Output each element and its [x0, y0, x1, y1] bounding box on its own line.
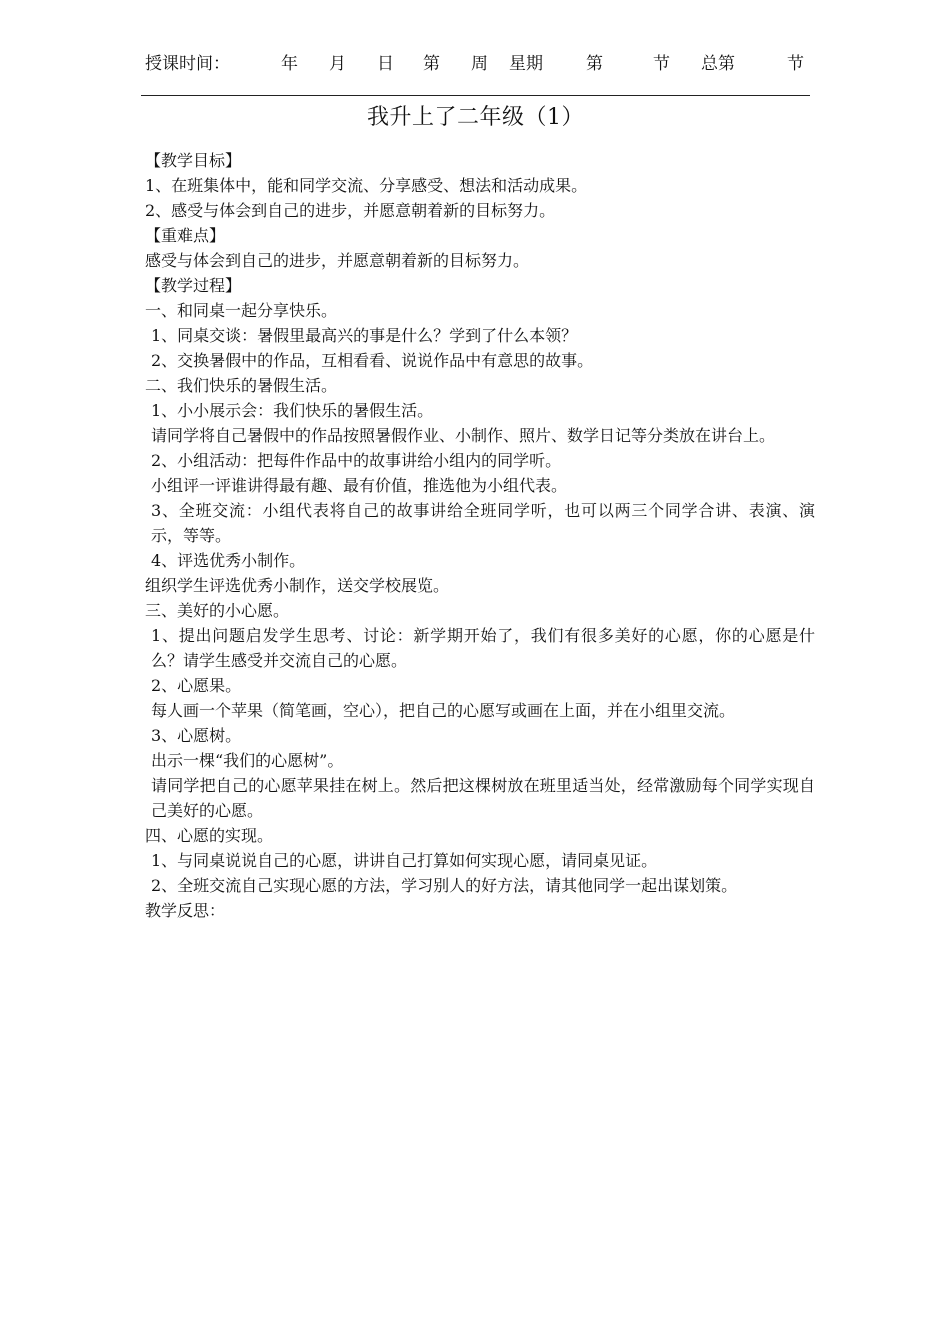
text-line: 2、心愿果。 [151, 676, 242, 695]
class-time-label: 授课时间： [145, 54, 230, 74]
text-line: 2、感受与体会到自己的进步，并愿意朝着新的目标努力。 [145, 201, 556, 220]
text-line: 请同学把自己的心愿苹果挂在树上。然后把这棵树放在班里适当处，经常激励每个同学实现自己美好的心愿。 [151, 776, 815, 820]
total-prefix-label: 总第 [701, 54, 735, 74]
text-line: 3、心愿树。 [151, 726, 242, 745]
section-heading: 【重难点】 [145, 226, 226, 245]
reflection-label: 教学反思： [145, 901, 226, 920]
header-divider [141, 95, 810, 96]
text-line: 1、在班集体中，能和同学交流、分享感受、想法和活动成果。 [145, 176, 588, 195]
text-line: 请同学将自己暑假中的作品按照暑假作业、小制作、照片、数学日记等分类放在讲台上。 [151, 426, 776, 445]
text-line: 1、提出问题启发学生思考、讨论：新学期开始了，我们有很多美好的心愿，你的心愿是什么？请学生感受并交流自己的心愿。 [151, 626, 815, 670]
lesson-prefix-label: 第 [586, 54, 603, 74]
lesson-plan-body [145, 148, 815, 923]
week-prefix-label: 第 [423, 54, 440, 74]
text-line: 出示一棵“我们的心愿树”。 [151, 751, 344, 770]
week-label: 周 [471, 54, 488, 74]
text-line: 小组评一评谁讲得最有趣、最有价值，推选他为小组代表。 [151, 476, 568, 495]
lesson-label: 节 [653, 54, 670, 74]
text-line: 2、交换暑假中的作品，互相看看、说说作品中有意思的故事。 [151, 351, 594, 370]
text-line: 1、与同桌说说自己的心愿，讲讲自己打算如何实现心愿，请同桌见证。 [151, 851, 658, 870]
text-line: 3、全班交流：小组代表将自己的故事讲给全班同学听，也可以两三个同学合讲、表演、演示，等等。 [151, 501, 815, 545]
text-line: 四、心愿的实现。 [145, 826, 274, 845]
text-line: 组织学生评选优秀小制作，送交学校展览。 [145, 576, 450, 595]
text-line: 2、全班交流自己实现心愿的方法，学习别人的好方法，请其他同学一起出谋划策。 [151, 876, 738, 895]
class-time-header [145, 52, 810, 80]
text-line: 二、我们快乐的暑假生活。 [145, 376, 338, 395]
month-label: 月 [329, 54, 346, 74]
year-label: 年 [281, 54, 298, 74]
section-heading: 【教学过程】 [145, 276, 242, 295]
page-title: 我升上了二年级（1） [367, 105, 584, 130]
weekday-label: 星期 [509, 54, 543, 74]
section-heading: 【教学目标】 [145, 151, 242, 170]
text-line: 1、小小展示会：我们快乐的暑假生活。 [151, 401, 434, 420]
text-line: 一、和同桌一起分享快乐。 [145, 301, 338, 320]
text-line: 4、评选优秀小制作。 [151, 551, 306, 570]
total-label: 节 [787, 54, 804, 74]
text-line: 1、同桌交谈：暑假里最高兴的事是什么？学到了什么本领？ [151, 326, 578, 345]
text-line: 三、美好的小心愿。 [145, 601, 290, 620]
text-line: 每人画一个苹果（简笔画，空心），把自己的心愿写或画在上面，并在小组里交流。 [151, 701, 736, 720]
day-label: 日 [377, 54, 394, 74]
text-line: 2、小组活动：把每件作品中的故事讲给小组内的同学听。 [151, 451, 562, 470]
text-line: 感受与体会到自己的进步，并愿意朝着新的目标努力。 [145, 251, 530, 270]
